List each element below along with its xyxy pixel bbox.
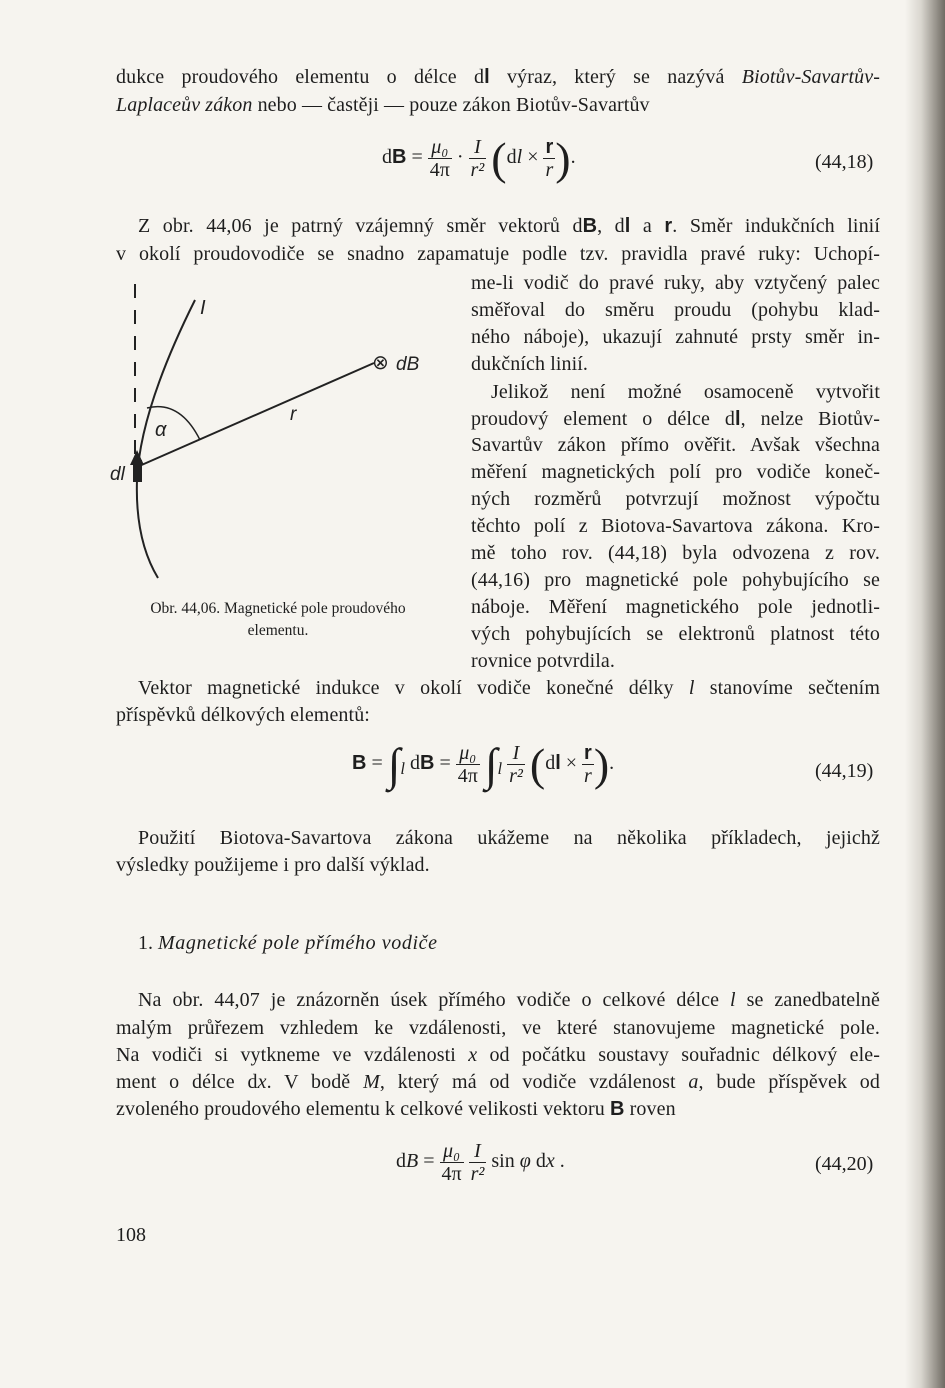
- section-number: 1.: [138, 932, 153, 954]
- intro-line-2: Laplaceův zákon nebo — častěji — pouze zákon Biotův-Savartův: [116, 94, 650, 116]
- page-number: 108: [116, 1224, 146, 1246]
- para-element-line-8: (44,16) pro magnetické pole pohybujícího se: [471, 569, 880, 591]
- para-element-line-7: mě toho rov. (44,18) byla odvozena z rov.: [471, 542, 880, 564]
- figure-label-dl: dl: [110, 464, 125, 485]
- para-dir-right-2: směřoval do směru proudu (pohybu klad-: [471, 299, 880, 321]
- figure-dB-cross: ⊗: [372, 352, 389, 374]
- figure-label-alpha: α: [155, 419, 167, 441]
- para-conductor-line-2: malým průřezem vzhledem ke vzdálenosti, ve které stanovujeme magnetické pole.: [116, 1017, 880, 1039]
- para-dir-right-4: dukčních linií.: [471, 353, 589, 375]
- para-use-line-2: výsledky použijeme i pro další výklad.: [116, 854, 430, 876]
- para-dir-line-1: Z obr. 44,06 je patrný vzájemný směr vektorů dB, dl a r. Směr indukčních linií: [138, 215, 880, 237]
- figure-label-r: r: [290, 404, 297, 425]
- para-conductor-line-3: Na vodiči si vytkneme ve vzdálenosti x od počátku soustavy souřadnic délkový ele-: [116, 1044, 880, 1066]
- para-element-line-2: proudový element o délce dl, nelze Biotův-: [471, 408, 880, 430]
- para-element-line-5: ných rozměrů potvrzují možnost výpočtu: [471, 488, 880, 510]
- figure-label-I: I: [200, 297, 206, 319]
- section-heading: [138, 932, 438, 955]
- para-use-line-1: Použití Biotova-Savartova zákona ukážeme na několika příkladech, jejichž: [138, 827, 880, 849]
- equation-44-18: dB = $\frac{\text{μ₀}}{4\pi}$ · $\frac{I}{\text{r²}}$ (dl × $\frac{r}{r}$ ).: [382, 133, 576, 184]
- section-title: Magnetické pole přímého vodiče: [158, 932, 438, 954]
- equation-44-19: $B = \int_l$ dB = $\frac{\text{μ₀}}{4\pi}$ $\int_l$ $\frac{I}{\text{r²}}$ (dl × $\frac{r}{r}$ ).: [352, 739, 615, 790]
- figure-44-06: [100, 270, 440, 600]
- para-vector-line-2: příspěvků délkových elementů:: [116, 704, 370, 726]
- para-element-line-4: měření magnetických polí pro vodiče koneč-: [471, 461, 880, 483]
- para-element-line-3: Savartův zákon přímo ověřit. Avšak všechna: [471, 434, 880, 456]
- para-conductor-line-1: Na obr. 44,07 je znázorněn úsek přímého vodiče o celkové délce l se zanedbatelně: [138, 989, 881, 1011]
- book-gutter-shadow: [905, 0, 945, 1388]
- para-dir-right-1: me-li vodič do pravé ruky, aby vztyčený palec: [471, 272, 880, 294]
- figure-dl-arrowhead: [130, 450, 144, 465]
- para-dir-line-2: v okolí proudovodiče se snadno zapamatuje podle tzv. pravidla pravé ruky: Uchopí-: [116, 243, 880, 265]
- para-element-line-1: Jelikož není možné osamoceně vytvořit: [491, 381, 880, 403]
- para-conductor-line-5: zvoleného proudového elementu k celkové velikosti vektoru B roven: [116, 1098, 676, 1120]
- figure-label-dB: dB: [396, 354, 420, 375]
- para-element-line-6: těchto polí z Biotova-Savartova zákona. Kro-: [471, 515, 880, 537]
- equation-number-44-19: (44,19): [815, 760, 874, 782]
- para-vector-line-1: Vektor magnetické indukce v okolí vodiče konečné délky l stanovíme sečtením: [138, 677, 880, 699]
- figure-caption-line-2: elementu.: [247, 622, 309, 639]
- equation-number-44-18: (44,18): [815, 151, 874, 173]
- para-element-line-11: rovnice potvrdila.: [471, 650, 615, 672]
- para-element-line-10: vých pohybujících se elektronů platnost této: [471, 623, 880, 645]
- intro-line-1: dukce proudového elementu o délce dl výraz, který se nazývá Biotův-Savartův-: [116, 66, 881, 88]
- para-dir-right-3: ného náboje), ukazují zahnuté prsty směr in-: [471, 326, 880, 348]
- para-element-line-9: náboje. Měření magnetického pole jednotli-: [471, 596, 880, 618]
- equation-number-44-20: (44,20): [815, 1153, 874, 1175]
- equation-44-20: dB = $\frac{\text{μ₀}}{4\pi}$ $\frac{I}{\text{r²}}$ sin φ dx .: [396, 1140, 565, 1185]
- figure-caption-line-1: Obr. 44,06. Magnetické pole proudového: [150, 600, 406, 617]
- figure-r-vector: [137, 363, 374, 467]
- para-conductor-line-4: ment o délce dx. V bodě M, který má od vodiče vzdálenost a, bude příspěvek od: [116, 1071, 881, 1093]
- figure-caption: [113, 598, 443, 642]
